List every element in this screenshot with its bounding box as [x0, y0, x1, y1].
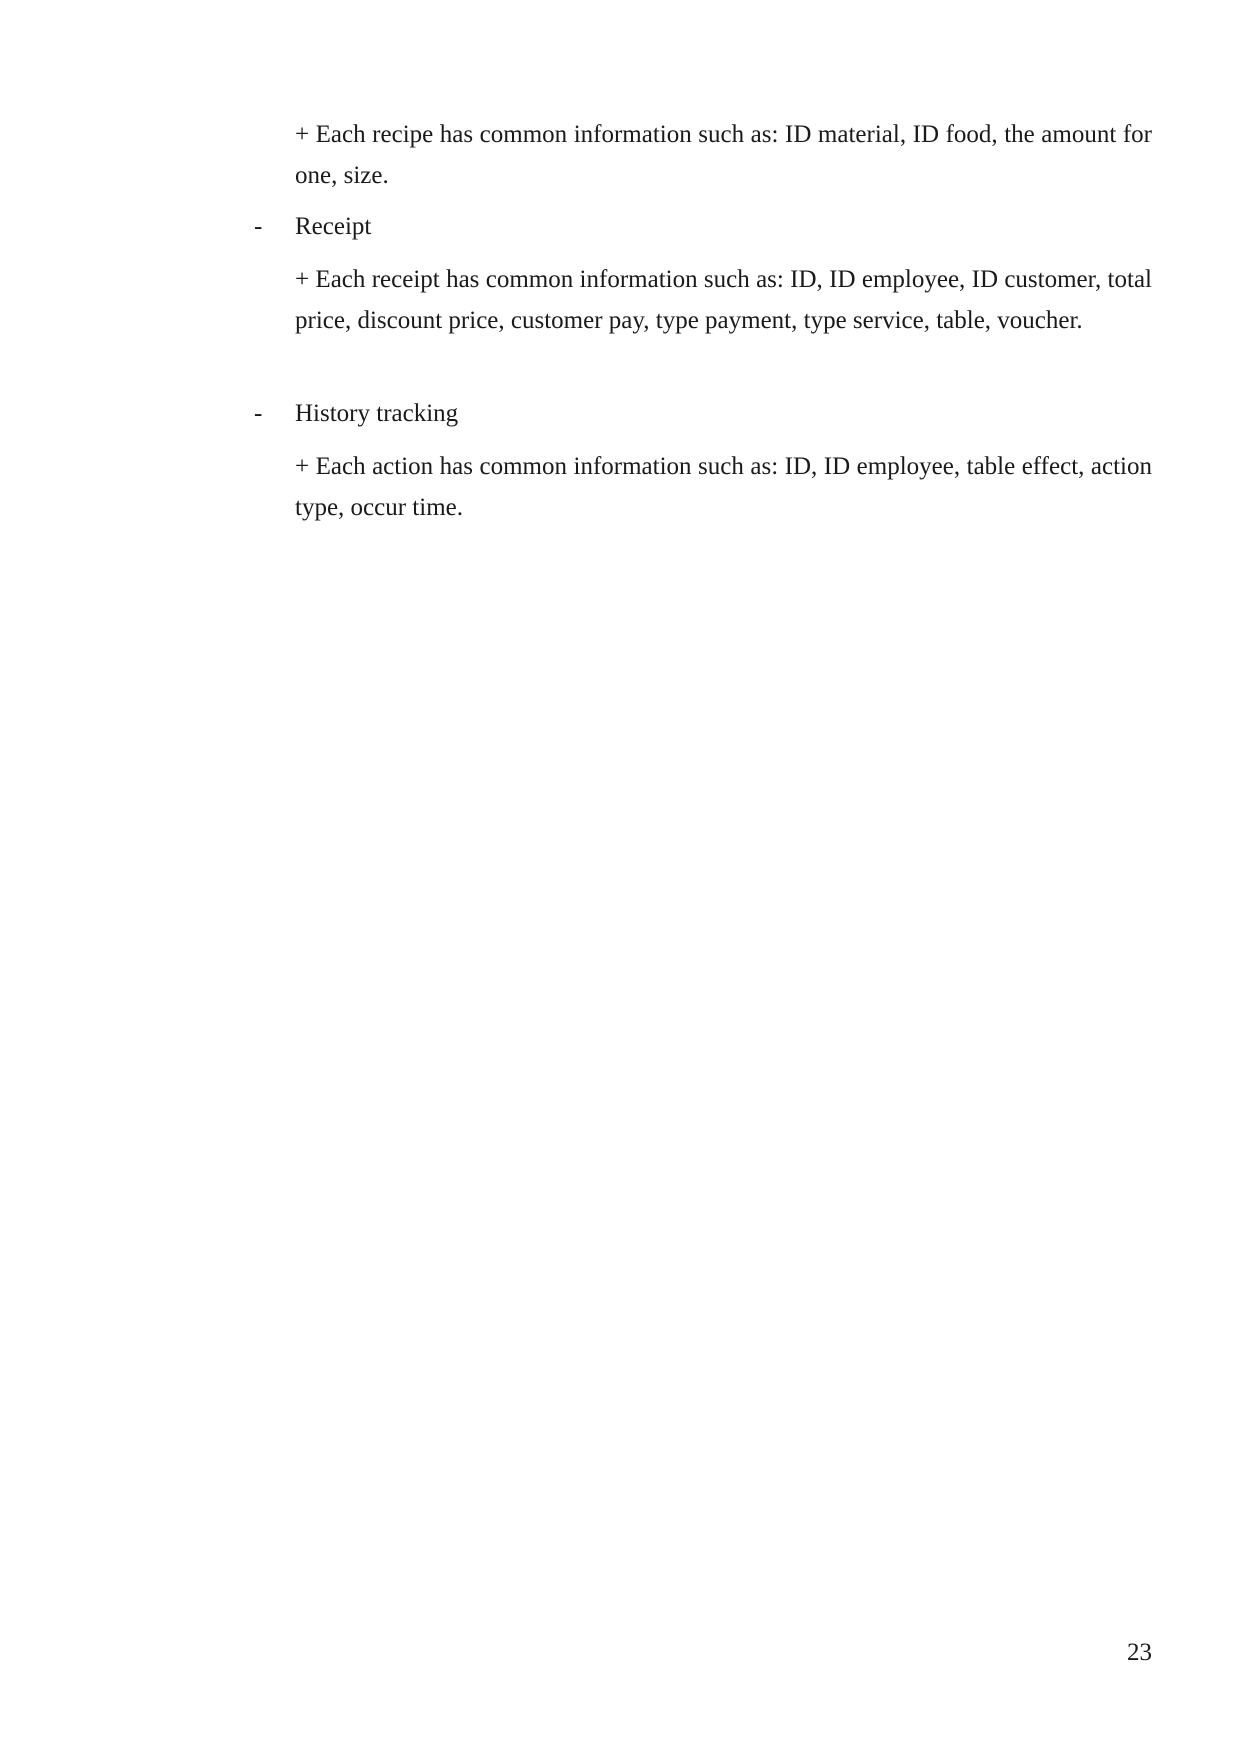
history-tracking-detail-paragraph: + Each action has common information such as: ID, ID employee, table effect, action type, occur time.	[295, 453, 1152, 521]
recipe-detail-paragraph: + Each recipe has common information such as: ID material, ID food, the amount for one, size.	[295, 121, 1152, 189]
bullet-dash: -	[254, 213, 263, 240]
page-number: 23	[1127, 1639, 1152, 1666]
list-item-label: History tracking	[295, 400, 459, 427]
receipt-detail-paragraph: + Each receipt has common information such as: ID, ID employee, ID customer, total price, discount price, customer pay, type payment, type service, table, voucher.	[295, 266, 1152, 334]
list-item-label: Receipt	[295, 213, 372, 240]
bullet-dash: -	[254, 400, 263, 427]
